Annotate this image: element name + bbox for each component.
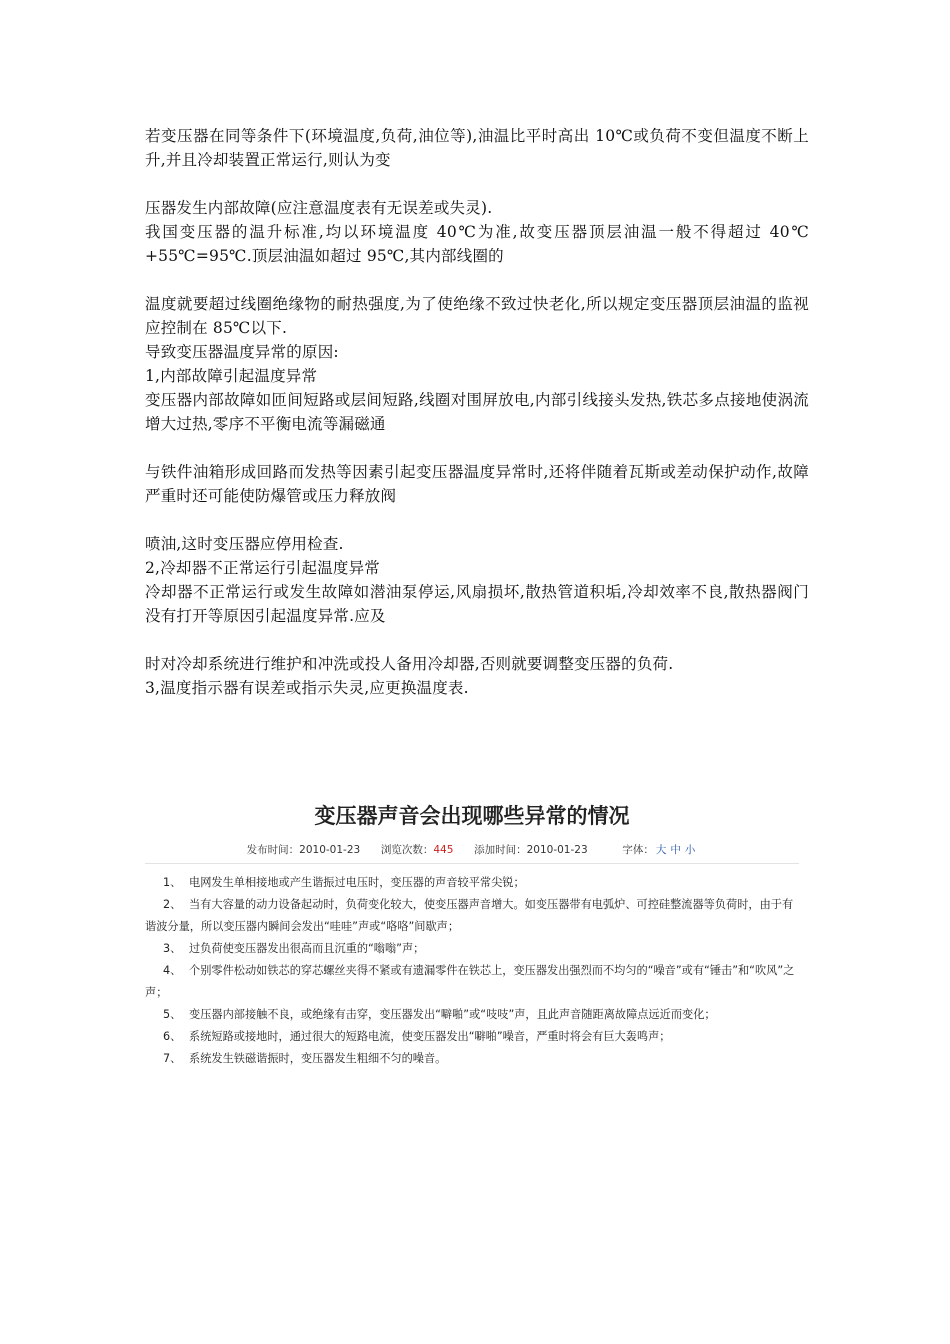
section-heading: 1,内部故障引起温度异常 xyxy=(145,367,318,385)
embedded-article xyxy=(145,796,799,1070)
body-paragraph: 我国变压器的温升标准,均以环境温度 40℃为准,故变压器顶层油温一般不得超过 40℃+55℃=95℃.顶层油温如超过 95℃,其内部线圈的 xyxy=(145,223,809,265)
item-text: 电网发生单相接地或产生谐振过电压时，变压器的声音较平常尖锐； xyxy=(189,876,525,889)
added-label: 添加时间： xyxy=(474,844,527,856)
article-items xyxy=(145,872,799,1070)
section-heading: 导致变压器温度异常的原因: xyxy=(145,343,339,361)
publish-date: 2010-01-23 xyxy=(299,844,361,856)
document-body xyxy=(145,124,809,700)
list-item xyxy=(145,894,799,938)
item-number: 4、 xyxy=(163,964,182,977)
item-number: 3、 xyxy=(163,942,182,955)
font-size-large-link[interactable]: 大 xyxy=(655,844,667,856)
item-text: 个别零件松动如铁芯的穿芯螺丝夹得不紧或有遗漏零件在铁芯上，变压器发出强烈而不均匀的“噪音”或有“锤击”和“吹风”之声； xyxy=(145,964,795,999)
added-date: 2010-01-23 xyxy=(526,844,588,856)
body-paragraph: 冷却器不正常运行或发生故障如潜油泵停运,风扇损坏,散热管道积垢,冷却效率不良,散热器阀门没有打开等原因引起温度异常.应及 xyxy=(145,583,809,625)
section-heading: 2,冷却器不正常运行引起温度异常 xyxy=(145,559,380,577)
body-paragraph: 若变压器在同等条件下(环境温度,负荷,油位等),油温比平时高出 10℃或负荷不变但温度不断上升,并且冷却装置正常运行,则认为变 xyxy=(145,127,809,169)
section-heading: 3,温度指示器有误差或指示失灵,应更换温度表. xyxy=(145,679,469,697)
article-title: 变压器声音会出现哪些异常的情况 xyxy=(314,803,630,828)
item-text: 变压器内部接触不良，或绝缘有击穿，变压器发出“噼啪”或“吱吱”声，且此声音随距离故障点远近而变化； xyxy=(189,1008,716,1021)
item-text: 过负荷使变压器发出很高而且沉重的“嗡嗡”声； xyxy=(189,942,425,955)
body-paragraph: 与铁件油箱形成回路而发热等因素引起变压器温度异常时,还将伴随着瓦斯或差动保护动作,故障严重时还可能使防爆管或压力释放阀 xyxy=(145,463,809,505)
list-item xyxy=(145,960,799,1004)
list-item xyxy=(145,938,799,960)
views-count: 445 xyxy=(433,844,454,856)
list-item xyxy=(145,872,799,894)
views-label: 浏览次数： xyxy=(380,844,434,856)
body-paragraph: 时对冷却系统进行维护和冲洗或投人备用冷却器,否则就要调整变压器的负荷. xyxy=(145,655,674,673)
publish-label: 发布时间： xyxy=(246,844,300,856)
item-text: 当有大容量的动力设备起动时，负荷变化较大，使变压器声音增大。如变压器带有电弧炉、可控硅整流器等负荷时，由于有谐波分量，所以变压器内瞬间会发出“哇哇”声或“咯咯”间歇声； xyxy=(145,898,794,933)
item-number: 1、 xyxy=(163,876,182,889)
body-paragraph: 温度就要超过线圈绝缘物的耐热强度,为了使绝缘不致过快老化,所以规定变压器顶层油温的监视应控制在 85℃以下. xyxy=(145,295,809,337)
item-text: 系统短路或接地时，通过很大的短路电流，使变压器发出“噼啪”噪音，严重时将会有巨大轰鸣声； xyxy=(189,1030,671,1043)
item-number: 7、 xyxy=(163,1052,182,1065)
article-meta xyxy=(145,842,799,864)
item-number: 5、 xyxy=(163,1008,182,1021)
font-size-label: 字体： xyxy=(622,844,654,856)
item-text: 系统发生铁磁谐振时，变压器发生粗细不匀的噪音。 xyxy=(189,1052,447,1065)
body-paragraph: 压器发生内部故障(应注意温度表有无误差或失灵). xyxy=(145,199,493,217)
list-item xyxy=(145,1048,799,1070)
item-number: 6、 xyxy=(163,1030,182,1043)
font-size-small-link[interactable]: 小 xyxy=(684,844,696,856)
body-paragraph: 喷油,这时变压器应停用检查. xyxy=(145,535,344,553)
body-paragraph: 变压器内部故障如匝间短路或层间短路,线圈对围屏放电,内部引线接头发热,铁芯多点接地使涡流增大过热,零序不平衡电流等漏磁通 xyxy=(145,391,809,433)
item-number: 2、 xyxy=(163,898,182,911)
font-size-medium-link[interactable]: 中 xyxy=(670,844,681,856)
list-item xyxy=(145,1026,799,1048)
list-item xyxy=(145,1004,799,1026)
